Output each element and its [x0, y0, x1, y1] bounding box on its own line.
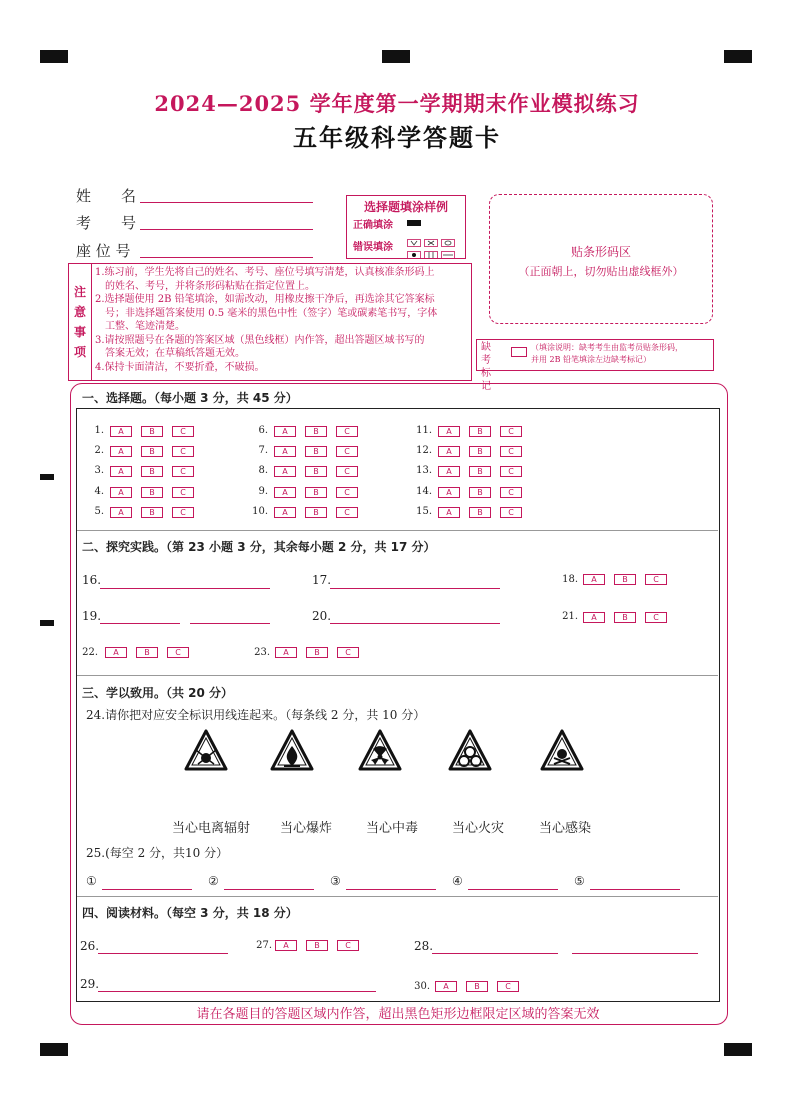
mc-question-number: 4. — [94, 486, 104, 497]
exam-no-label: 考 号 — [76, 214, 137, 232]
section-divider — [77, 896, 718, 897]
radiation-warning-icon[interactable] — [358, 728, 402, 772]
q18-option-c[interactable]: C — [645, 574, 667, 585]
q4-option-a[interactable]: A — [110, 487, 132, 498]
q27-option-b[interactable]: B — [306, 940, 328, 951]
q25-blank-3[interactable] — [346, 888, 436, 890]
q9-option-c[interactable]: C — [336, 487, 358, 498]
seat-no-label: 座 位 号 — [76, 242, 131, 260]
q3-option-b[interactable]: B — [141, 466, 163, 477]
mc-question-number: 3. — [94, 465, 104, 476]
q25-blank-2[interactable] — [224, 888, 314, 890]
seat-no-field[interactable] — [140, 256, 313, 258]
q28-blank-2[interactable] — [572, 952, 698, 954]
q7-option-a[interactable]: A — [274, 446, 296, 457]
q25-blank-5[interactable] — [590, 888, 680, 890]
q29-blank[interactable] — [98, 990, 376, 992]
q5-option-c[interactable]: C — [172, 507, 194, 518]
wrong-fill-sample — [407, 232, 457, 240]
mc-question-number: 2. — [94, 445, 104, 456]
q3-option-a[interactable]: A — [110, 466, 132, 477]
q25-blank-label: ⑤ — [574, 874, 585, 888]
q27-option-a[interactable]: A — [275, 940, 297, 951]
q29-label: 29. — [80, 977, 100, 991]
mc-question-number: 6. — [258, 425, 268, 436]
q11-option-a[interactable]: A — [438, 426, 460, 437]
q21-label: 21. — [562, 611, 578, 622]
poison-warning-icon[interactable] — [540, 728, 584, 772]
warning-label[interactable]: 当心电离辐射 — [172, 821, 251, 836]
q13-option-b[interactable]: B — [469, 466, 491, 477]
q27-label: 27. — [256, 940, 272, 951]
mc-question-number: 9. — [258, 486, 268, 497]
mc-question-number: 13. — [416, 465, 432, 476]
q3-option-c[interactable]: C — [172, 466, 194, 477]
absent-mark-box — [476, 339, 714, 392]
fill-sample-title: 选择题填涂样例 — [363, 200, 448, 214]
q2-option-b[interactable]: B — [141, 446, 163, 457]
q6-option-b[interactable]: B — [305, 426, 327, 437]
wrong-fill-label: 错误填涂 — [353, 242, 393, 253]
q8-option-a[interactable]: A — [274, 466, 296, 477]
fill-sample-box — [346, 195, 466, 259]
q25-blank-label: ② — [208, 874, 219, 888]
q4-option-c[interactable]: C — [172, 487, 194, 498]
q16-label: 16. — [82, 573, 102, 587]
absent-label: 缺 考 标 记 — [481, 342, 491, 392]
q6-option-c[interactable]: C — [336, 426, 358, 437]
q23-option-c[interactable]: C — [337, 647, 359, 658]
q25-prompt: 25.(每空 2 分，共10 分） — [86, 846, 229, 860]
q15-option-b[interactable]: B — [469, 507, 491, 518]
q15-option-c[interactable]: C — [500, 507, 522, 518]
section1-title: 一、选择题。（每小题 3 分，共 45 分） — [82, 391, 298, 405]
name-label: 姓 名 — [76, 187, 137, 205]
registration-mark — [724, 1043, 752, 1056]
mc-question-number: 8. — [258, 465, 268, 476]
mc-question-number: 12. — [416, 445, 432, 456]
q19-blank-2[interactable] — [190, 622, 270, 624]
q2-option-a[interactable]: A — [110, 446, 132, 457]
q15-option-a[interactable]: A — [438, 507, 460, 518]
name-field[interactable] — [140, 201, 313, 203]
fire-warning-icon[interactable] — [270, 728, 314, 772]
warning-label[interactable]: 当心爆炸 — [280, 821, 333, 836]
q21-option-b[interactable]: B — [614, 612, 636, 623]
q4-option-b[interactable]: B — [141, 487, 163, 498]
q30-option-a[interactable]: A — [435, 981, 457, 992]
registration-mark — [40, 474, 54, 480]
notes-text: 1.练习前，学生先将自己的姓名、考号、座位号填写清楚，认真核准条形码上 的姓名、考号，并将条形码粘贴在指定位置上。 2.选择题使用 2B 铅笔填涂，如需改动，用橡皮擦干净后，再选涂其它答案标 号；非选择题答案使用 0.5 毫米的黑色中性（签字）笔或碳素笔书写，字体 工整、笔迹清楚。 3.请按照题号在各题的答案区域（黑色线框）内作答，超出答题区域书写的 答案无效；在草稿纸答题无效。 4.保持卡面清洁，不要折叠，不破损。 — [95, 267, 438, 373]
q2-option-c[interactable]: C — [172, 446, 194, 457]
section2-title: 二、探究实践。（第 23 小题 3 分，其余每小题 2 分，共 17 分） — [82, 540, 436, 554]
footer-note: 请在各题目的答题区域内作答，超出黑色矩形边框限定区域的答案无效 — [196, 1007, 600, 1022]
q18-option-a[interactable]: A — [583, 574, 605, 585]
q30-option-b[interactable]: B — [466, 981, 488, 992]
q5-option-a[interactable]: A — [110, 507, 132, 518]
q21-option-a[interactable]: A — [583, 612, 605, 623]
correct-fill-label: 正确填涂 — [353, 220, 393, 231]
notes-side-label: 注 意 事 项 — [69, 264, 92, 380]
barcode-title: 贴条形码区 — [570, 245, 631, 259]
registration-mark — [382, 50, 410, 63]
registration-mark — [40, 620, 54, 626]
q25-blank-label: ① — [86, 874, 97, 888]
q16-blank[interactable] — [100, 587, 270, 589]
q30-option-c[interactable]: C — [497, 981, 519, 992]
warning-label[interactable]: 当心火灾 — [452, 821, 505, 836]
section4-title: 四、阅读材料。（每空 3 分，共 18 分） — [82, 906, 298, 920]
q23-option-b[interactable]: B — [306, 647, 328, 658]
q27-option-c[interactable]: C — [337, 940, 359, 951]
q21-option-c[interactable]: C — [645, 612, 667, 623]
q7-option-b[interactable]: B — [305, 446, 327, 457]
q18-label: 18. — [562, 574, 578, 585]
q22-label: 22. — [82, 647, 98, 658]
q11-option-c[interactable]: C — [500, 426, 522, 437]
section3-title: 三、学以致用。（共 20 分） — [82, 686, 234, 700]
registration-mark — [40, 1043, 68, 1056]
q26-label: 26. — [80, 939, 100, 953]
warning-label[interactable]: 当心感染 — [539, 821, 592, 836]
mc-question-number: 10. — [252, 506, 268, 517]
page-subtitle: 五年级科学答题卡 — [293, 123, 501, 152]
mc-question-number: 1. — [94, 425, 104, 436]
absent-note: （填涂说明：缺考考生由监考员贴条形码， 并用 2B 铅笔填涂左边缺考标记） — [531, 343, 683, 364]
barcode-note: （正面朝上，切勿贴出虚线框外） — [518, 265, 684, 278]
correct-fill-sample — [407, 220, 421, 226]
q28-blank-1[interactable] — [432, 952, 558, 954]
q22-option-c[interactable]: C — [167, 647, 189, 658]
q1-option-c[interactable]: C — [172, 426, 194, 437]
q24-prompt: 24.请你把对应安全标识用线连起来。（每条线 2 分，共 10 分） — [86, 708, 426, 722]
q14-option-b[interactable]: B — [469, 487, 491, 498]
mc-question-number: 5. — [94, 506, 104, 517]
q9-option-a[interactable]: A — [274, 487, 296, 498]
q14-option-a[interactable]: A — [438, 487, 460, 498]
q18-option-b[interactable]: B — [614, 574, 636, 585]
q20-blank[interactable] — [330, 622, 500, 624]
q12-option-c[interactable]: C — [500, 446, 522, 457]
explosion-warning-icon[interactable] — [184, 728, 228, 772]
q1-option-b[interactable]: B — [141, 426, 163, 437]
mc-question-number: 11. — [416, 425, 432, 436]
q28-label: 28. — [414, 939, 434, 953]
q13-option-a[interactable]: A — [438, 466, 460, 477]
q30-label: 30. — [414, 981, 430, 992]
q17-blank[interactable] — [330, 587, 500, 589]
q17-label: 17. — [312, 573, 332, 587]
q19-blank-1[interactable] — [100, 622, 180, 624]
absent-checkbox[interactable] — [511, 347, 527, 357]
q8-option-c[interactable]: C — [336, 466, 358, 477]
q19-label: 19. — [82, 609, 102, 623]
registration-mark — [724, 50, 752, 63]
q25-blank-4[interactable] — [468, 888, 558, 890]
q8-option-b[interactable]: B — [305, 466, 327, 477]
q10-option-a[interactable]: A — [274, 507, 296, 518]
barcode-region[interactable] — [489, 194, 713, 324]
q7-option-c[interactable]: C — [336, 446, 358, 457]
q22-option-b[interactable]: B — [136, 647, 158, 658]
q12-option-a[interactable]: A — [438, 446, 460, 457]
q20-label: 20. — [312, 609, 332, 623]
q26-blank[interactable] — [98, 952, 228, 954]
q1-option-a[interactable]: A — [110, 426, 132, 437]
q22-option-a[interactable]: A — [105, 647, 127, 658]
q10-option-b[interactable]: B — [305, 507, 327, 518]
q11-option-b[interactable]: B — [469, 426, 491, 437]
q13-option-c[interactable]: C — [500, 466, 522, 477]
q6-option-a[interactable]: A — [274, 426, 296, 437]
section-divider — [77, 675, 718, 676]
mc-question-number: 7. — [258, 445, 268, 456]
q10-option-c[interactable]: C — [336, 507, 358, 518]
q5-option-b[interactable]: B — [141, 507, 163, 518]
registration-mark — [40, 50, 68, 63]
q25-blank-label: ③ — [330, 874, 341, 888]
q25-blank-label: ④ — [452, 874, 463, 888]
exam-no-field[interactable] — [140, 228, 313, 230]
biohazard-warning-icon[interactable] — [448, 728, 492, 772]
wrong-fill-sample — [407, 244, 457, 252]
mc-question-number: 14. — [416, 486, 432, 497]
q12-option-b[interactable]: B — [469, 446, 491, 457]
section-divider — [77, 530, 718, 531]
q9-option-b[interactable]: B — [305, 487, 327, 498]
page-title: 2024—2025 学年度第一学期期末作业模拟练习 — [154, 91, 640, 116]
warning-label[interactable]: 当心中毒 — [366, 821, 419, 836]
notes-box — [68, 263, 472, 381]
q14-option-c[interactable]: C — [500, 487, 522, 498]
mc-question-number: 15. — [416, 506, 432, 517]
q25-blank-1[interactable] — [102, 888, 192, 890]
q23-label: 23. — [254, 647, 270, 658]
q23-option-a[interactable]: A — [275, 647, 297, 658]
